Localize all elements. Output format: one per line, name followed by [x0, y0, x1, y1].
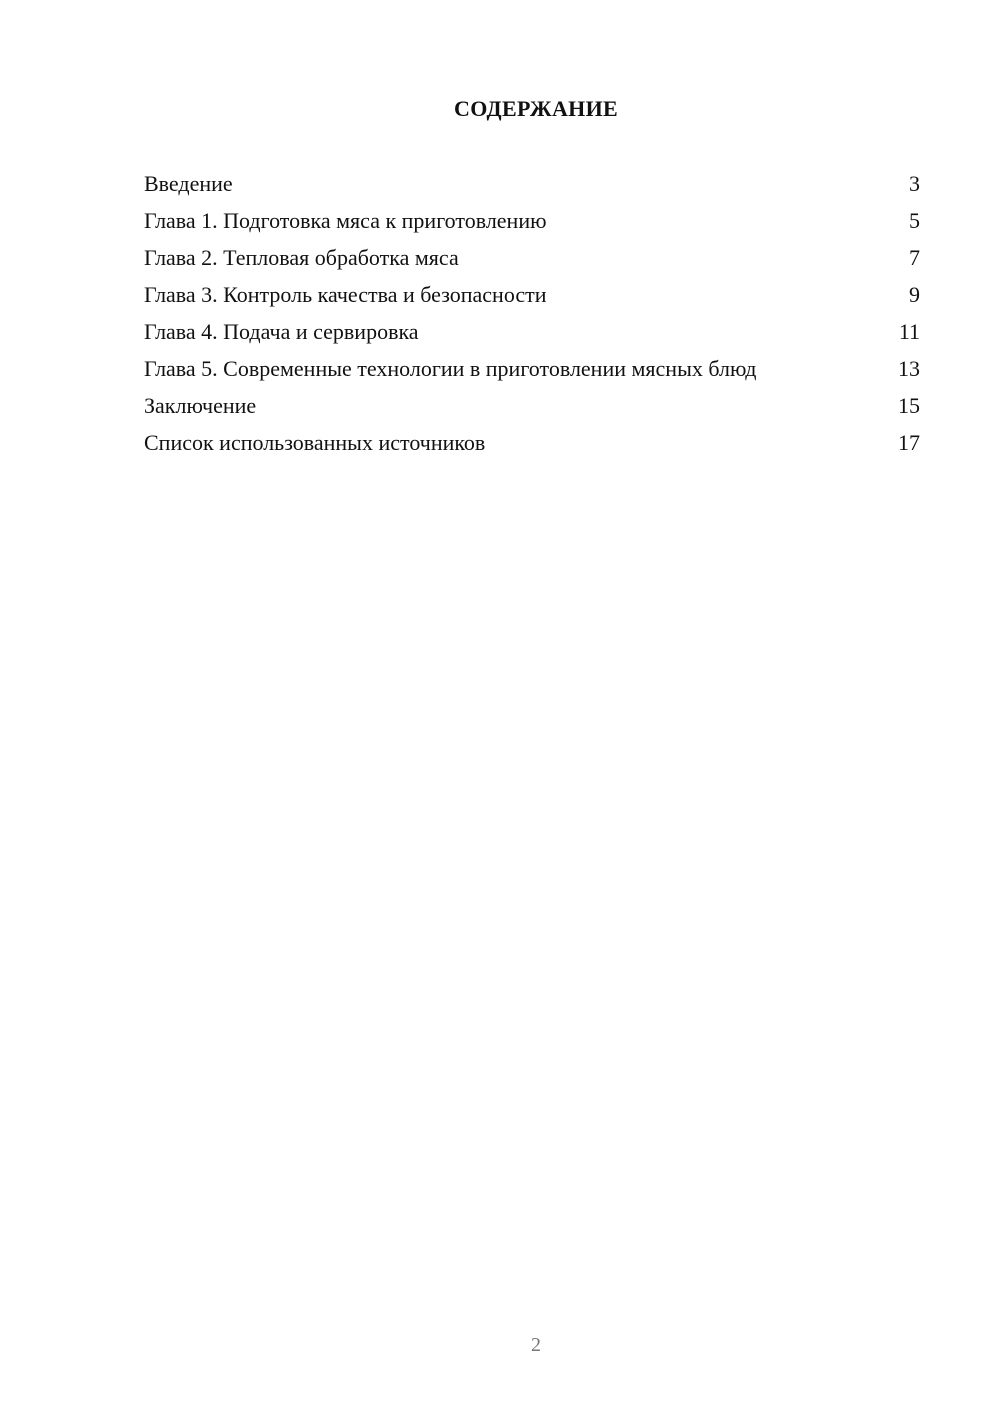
- toc-entry: [144, 355, 920, 383]
- toc-entry: [144, 429, 920, 457]
- toc-entry-text: Введение: [144, 171, 233, 196]
- toc-entry-text: Глава 3. Контроль качества и безопасности: [144, 282, 547, 307]
- toc-entry: [144, 207, 920, 235]
- page-title: СОДЕРЖАНИЕ: [454, 96, 618, 121]
- toc-entry: [144, 244, 920, 272]
- toc-entry: [144, 281, 920, 309]
- toc-entry-text: Глава 4. Подача и сервировка: [144, 319, 419, 344]
- page-number: 2: [531, 1334, 541, 1356]
- toc-entry-text: Список использованных источников: [144, 430, 486, 455]
- toc-entry: [144, 318, 920, 346]
- toc-entry-page: 13: [898, 356, 920, 381]
- toc-entry-text: Глава 2. Тепловая обработка мяса: [144, 245, 459, 270]
- toc-entry-page: 17: [898, 430, 920, 455]
- toc-entry-page: 11: [898, 319, 920, 344]
- table-of-contents: [144, 170, 920, 466]
- toc-entry-page: 9: [909, 282, 920, 307]
- toc-entry-page: 5: [909, 208, 920, 233]
- toc-entry: [144, 392, 920, 420]
- toc-entry-page: 7: [909, 245, 920, 270]
- toc-entry-text: Заключение: [144, 393, 257, 418]
- toc-entry-text: Глава 5. Современные технологии в приготовлении мясных блюд: [144, 356, 757, 381]
- toc-entry-text: Глава 1. Подготовка мяса к приготовлению: [144, 208, 547, 233]
- toc-entry: [144, 170, 920, 198]
- toc-entry-page: 3: [909, 171, 920, 196]
- toc-entry-page: 15: [898, 393, 920, 418]
